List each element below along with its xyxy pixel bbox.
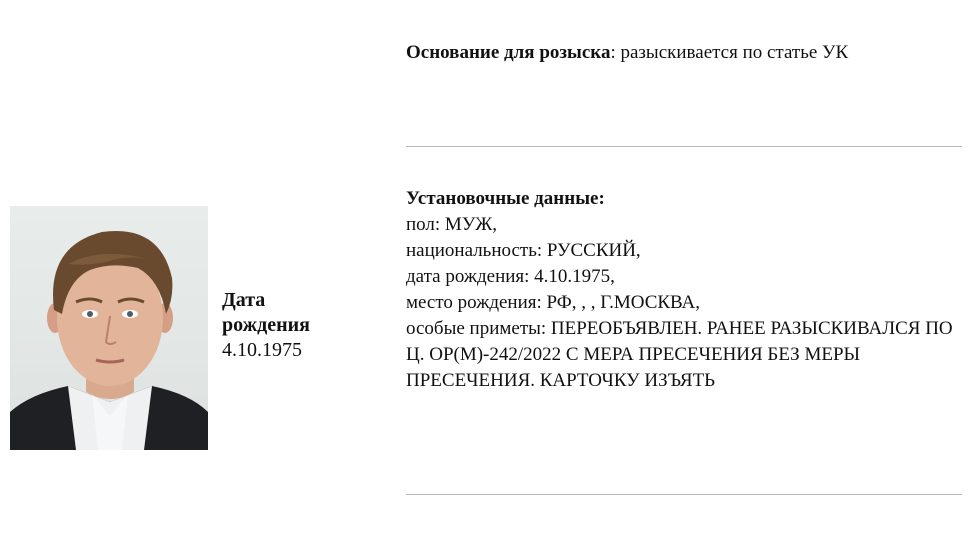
details-sex: пол: МУЖ, bbox=[406, 214, 498, 235]
person-photo bbox=[10, 206, 208, 450]
details-nationality: национальность: РУССКИЙ, bbox=[406, 240, 641, 261]
details-birth-date: дата рождения: 4.10.1975, bbox=[406, 266, 615, 287]
details-birth-place: место рождения: РФ, , , Г.МОСКВА, bbox=[406, 292, 701, 313]
dob-label-line1: Дата bbox=[222, 289, 266, 311]
reason-section bbox=[406, 40, 962, 66]
details-heading: Установочные данные: bbox=[406, 188, 605, 209]
details-section bbox=[406, 186, 962, 394]
divider-bottom bbox=[406, 494, 962, 495]
details-special-marks: особые приметы: ПЕРЕОБЪЯВЛЕН. РАНЕЕ РАЗЫСКИВАЛСЯ ПО Ц. ОР(М)-242/2022 С МЕРА ПРЕСЕЧЕНИЯ БЕЗ МЕРЫ ПРЕСЕЧЕНИЯ. КАРТОЧКУ ИЗЪЯТЬ bbox=[406, 318, 953, 391]
divider-top bbox=[406, 146, 962, 147]
reason-label: Основание для розыска bbox=[406, 42, 611, 63]
dob-block bbox=[222, 288, 372, 363]
reason-text: : разыскивается по статье УК bbox=[610, 42, 849, 63]
dob-value: 4.10.1975 bbox=[222, 339, 302, 361]
dob-label-line2: рождения bbox=[222, 314, 310, 336]
portrait-icon bbox=[10, 206, 208, 450]
